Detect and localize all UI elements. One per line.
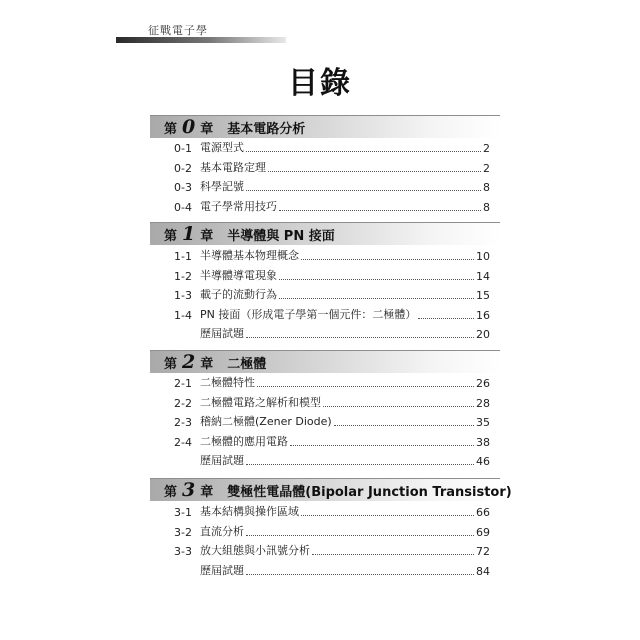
chapter-title: 半導體與 PN 接面 xyxy=(227,228,335,244)
toc-entry[interactable] xyxy=(174,500,490,519)
toc-entry[interactable] xyxy=(174,175,490,194)
page-number: 10 xyxy=(476,250,490,264)
dot-leader xyxy=(246,337,474,338)
page-number: 8 xyxy=(483,181,490,195)
section-title: 電源型式 xyxy=(200,141,244,155)
chapter-prefix: 第 xyxy=(164,484,178,500)
page-number: 84 xyxy=(476,564,490,578)
chapter-3-entries xyxy=(174,500,490,578)
section-number: 3-2 xyxy=(174,525,192,539)
section-title: 直流分析 xyxy=(200,524,244,538)
chapter-0-heading xyxy=(150,115,500,138)
chapter-2-entries xyxy=(174,371,490,468)
toc-entry[interactable] xyxy=(174,371,490,390)
dot-leader xyxy=(279,210,481,211)
dot-leader xyxy=(290,445,474,446)
page-number: 38 xyxy=(476,435,490,449)
section-number: 2-2 xyxy=(174,396,192,410)
chapter-number: 3 xyxy=(182,478,196,501)
section-title: 基本結構與操作區域 xyxy=(200,505,299,519)
toc-entry[interactable] xyxy=(174,410,490,429)
dot-leader xyxy=(246,151,481,152)
dot-leader xyxy=(279,298,474,299)
chapter-suffix: 章 xyxy=(200,228,214,244)
chapter-0-entries xyxy=(174,136,490,214)
section-number: 2-4 xyxy=(174,435,192,449)
toc-entry[interactable] xyxy=(174,244,490,263)
section-number: 1-2 xyxy=(174,269,192,283)
section-title: 半導體導電現象 xyxy=(200,268,277,282)
page-number: 16 xyxy=(476,308,490,322)
section-title: 稽納二極體(Zener Diode) xyxy=(200,415,332,429)
page-number: 8 xyxy=(483,200,490,214)
chapter-suffix: 章 xyxy=(200,121,214,137)
dot-leader xyxy=(301,515,474,516)
section-title: 歷屆試題 xyxy=(200,326,244,340)
section-title: 二極體電路之解析和模型 xyxy=(200,395,321,409)
dot-leader xyxy=(301,259,474,260)
toc-entry[interactable] xyxy=(174,322,490,341)
section-number: 0-4 xyxy=(174,200,192,214)
section-number: 2-3 xyxy=(174,416,192,430)
page-number: 66 xyxy=(476,506,490,520)
dot-leader xyxy=(246,190,481,191)
section-title: 電子學常用技巧 xyxy=(200,199,277,213)
dot-leader xyxy=(257,386,474,387)
page-title: 目錄 xyxy=(288,66,352,101)
running-title: 征戰電子學 xyxy=(148,24,208,37)
dot-leader xyxy=(246,574,474,575)
chapter-number: 2 xyxy=(182,350,196,373)
chapter-number: 1 xyxy=(182,222,196,245)
chapter-suffix: 章 xyxy=(200,484,214,500)
section-title: 歷屆試題 xyxy=(200,453,244,467)
page-number: 69 xyxy=(476,525,490,539)
page-number: 46 xyxy=(476,454,490,468)
chapter-title: 二極體 xyxy=(227,356,267,372)
section-title: PN 接面（形成電子學第一個元件：二極體） xyxy=(200,307,417,321)
page-number: 35 xyxy=(476,416,490,430)
section-title: 科學記號 xyxy=(200,180,244,194)
page-number: 2 xyxy=(483,161,490,175)
page-number: 20 xyxy=(476,327,490,341)
section-number: 0-3 xyxy=(174,181,192,195)
header-rule xyxy=(116,37,286,43)
chapter-prefix: 第 xyxy=(164,356,178,372)
section-number: 1-1 xyxy=(174,250,192,264)
section-title: 基本電路定理 xyxy=(200,160,266,174)
page-number: 28 xyxy=(476,396,490,410)
section-title: 二極體的應用電路 xyxy=(200,434,288,448)
toc-entry[interactable] xyxy=(174,539,490,558)
section-title: 放大組態與小訊號分析 xyxy=(200,544,310,558)
dot-leader xyxy=(323,406,474,407)
toc-entry[interactable] xyxy=(174,263,490,282)
toc-entry[interactable] xyxy=(174,429,490,448)
toc-entry[interactable] xyxy=(174,283,490,302)
section-number: 0-1 xyxy=(174,142,192,156)
section-title: 載子的流動行為 xyxy=(200,288,277,302)
page-number: 15 xyxy=(476,289,490,303)
chapter-title: 基本電路分析 xyxy=(227,121,306,137)
page-number: 72 xyxy=(476,545,490,559)
toc-entry[interactable] xyxy=(174,136,490,155)
section-number: 1-4 xyxy=(174,308,192,322)
dot-leader xyxy=(312,554,474,555)
chapter-suffix: 章 xyxy=(200,356,214,372)
dot-leader xyxy=(268,171,481,172)
toc-entry[interactable] xyxy=(174,155,490,174)
section-number: 0-2 xyxy=(174,161,192,175)
dot-leader xyxy=(246,464,474,465)
page-number: 26 xyxy=(476,377,490,391)
chapter-1-heading xyxy=(150,222,500,245)
chapter-2-heading xyxy=(150,350,500,373)
dot-leader xyxy=(334,425,474,426)
chapter-3-heading xyxy=(150,478,512,501)
chapter-prefix: 第 xyxy=(164,228,178,244)
section-number: 2-1 xyxy=(174,377,192,391)
dot-leader xyxy=(279,279,474,280)
section-number: 3-1 xyxy=(174,506,192,520)
toc-entry[interactable] xyxy=(174,558,490,577)
section-title: 半導體基本物理概念 xyxy=(200,249,299,263)
dot-leader xyxy=(246,535,474,536)
page-number: 14 xyxy=(476,269,490,283)
chapter-1-entries xyxy=(174,244,490,341)
section-title: 二極體特性 xyxy=(200,376,255,390)
toc-entry[interactable] xyxy=(174,519,490,538)
section-number: 1-3 xyxy=(174,289,192,303)
dot-leader xyxy=(418,318,474,319)
toc-entry[interactable] xyxy=(174,390,490,409)
chapter-number: 0 xyxy=(182,115,196,138)
chapter-prefix: 第 xyxy=(164,121,178,137)
toc-entry[interactable] xyxy=(174,302,490,321)
page-number: 2 xyxy=(483,142,490,156)
section-number: 3-3 xyxy=(174,545,192,559)
chapter-title: 雙極性電晶體(Bipolar Junction Transistor) xyxy=(227,484,512,500)
section-title: 歷屆試題 xyxy=(200,563,244,577)
toc-entry[interactable] xyxy=(174,194,490,213)
toc-entry[interactable] xyxy=(174,449,490,468)
